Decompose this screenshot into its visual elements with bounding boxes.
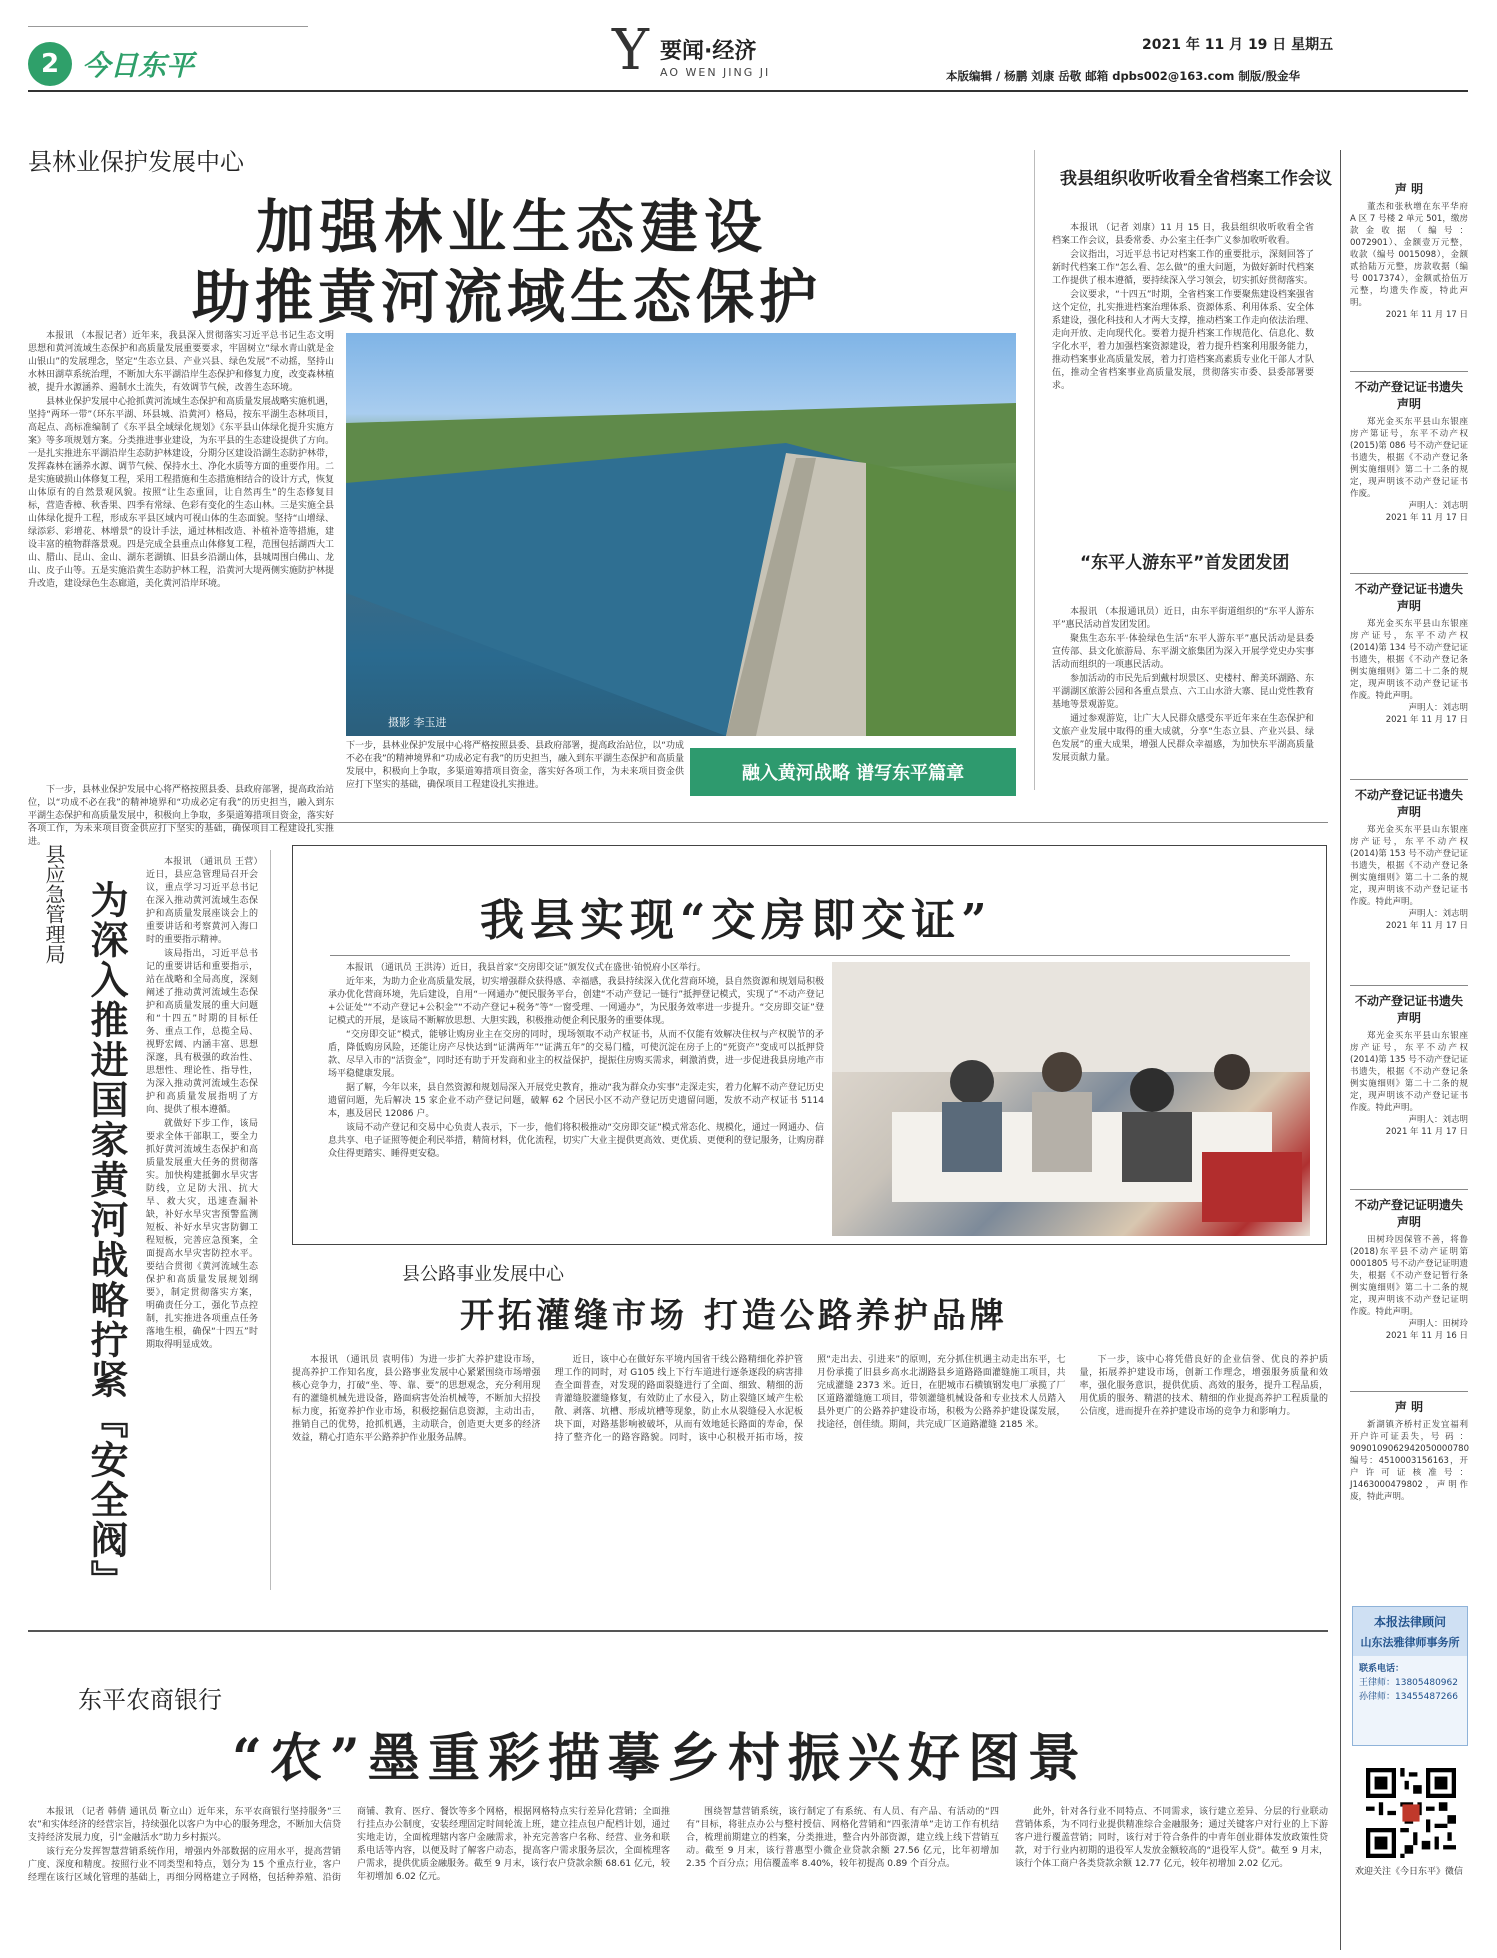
article2-body xyxy=(1052,222,1314,542)
article3-paragraph: 通过参观游览，让广大人民群众感受东平近年来在生态保护和文旅产业发展中取得的重大成就，分享“生态立县、产业兴县、绿色发展”的重大成果，增强人民群众幸福感，为加快东平湖高质量发展贡献力量。 xyxy=(1052,714,1314,763)
advisor-line2: 山东法雅律师事务所 xyxy=(1360,1636,1460,1649)
article5-paragraph: “交房即交证”模式，能够让购房业主在交房的同时，现场领取不动产权证书，从而不仅能有效解决住权与产权脱节的矛盾，降低购房风险，还能让房产尽快达到“证满两年”“证满五年”的交易门槛，可使沉淀在房子上的“死资产”变成可以抵押贷款、尽早入市的“活资金”，同时还有助于开发商和业主的权益保护，提振住房购买需求，刺激消费，进一步促进我县房地产市场平稳健康发展。 xyxy=(328,1030,824,1079)
notice-signature: 声明人：田树玲 2021 年 11 月 16 日 xyxy=(1385,1319,1468,1341)
article5-paragraph: 据了解，今年以来，县自然资源和规划局深入开展党史教育，推动“我为群众办实事”走深走实，着力化解不动产登记历史遗留问题，先后解决 15 家企业不动产登记问题，破解 62 个居民小区不动产登记历史遗留问题，发放不动产权证书 5114 本，惠及居民 12086 户。 xyxy=(328,1083,824,1119)
article2-paragraph: 本报讯 （记者 刘康）11 月 15 日，我县组织收听收看全省档案工作会议，县委常委、办公室主任李广义参加收听收看。 xyxy=(1052,223,1314,246)
article7-paragraph: 围绕智慧营销系统，该行制定了有系统、有人员、有产品、有活动的“四有”目标，将驻点办公与整村授信、网格化营销和“四张清单”走访工作有机结合，梳理前期建立的档案，分类推进，整合内外部资源，建立线上线下营销互动。截至 9 月末，该行普惠型小微企业贷款余额 27.56 亿元，比年初增加 2.35 个百分点；用信覆盖率 8.40%，较年初提高 0.89 个百分点。 xyxy=(686,1807,999,1869)
notice-body: 郑光金买东平县山东银座房产证号，东平不动产权(2014)第 134 号不动产登记证书遗失，根据《不动产登记条例实施细则》第二十二条的规定，现声明该不动产登记证书作废。特此声明。 xyxy=(1350,619,1468,701)
advisor-contact-label: 联系电话： xyxy=(1359,1664,1405,1674)
notice-title: 不动产登记证明遗失声明 xyxy=(1354,1198,1463,1229)
article5-body xyxy=(328,962,824,1242)
article4-kicker: 县应急管理局 xyxy=(42,844,66,964)
article2-paragraph: 会议要求，“十四五”时期，全省档案工作要聚焦建设档案强省这个定位，扎实推进档案治理体系、资源体系、利用体系、安全体系建设，强化科技和人才两大支撑，推动档案工作走向依法治理、走向开放、走向现代化。要着力提升档案工作规范化、信息化、数字化水平，着力加强档案资源建设，着力提升档案利用服务能力，推动档案事业高质量发展，着力打造档案高素质专业化干部人才队伍，推动全省档案事业高质量发展，贯彻落实市委、县委部署要求。 xyxy=(1052,290,1314,391)
notice-signature: 声明人：刘志明 2021 年 11 月 17 日 xyxy=(1385,703,1468,725)
article1-body xyxy=(28,330,334,800)
article6-kicker: 县公路事业发展中心 xyxy=(402,1264,564,1285)
article1-body-continued xyxy=(346,740,684,800)
article4-paragraph: 就做好下步工作，该局要求全体干部职工，要全力抓好黄河流域生态保护和高质量发展重大任务的贯彻落实。加快构建抵御水旱灾害防线，立足防大汛、抗大旱、救大灾，迅速查漏补缺，补好水旱灾害预警监测短板、补好水旱灾害防御工程短板，完善应急预案，全面提高水旱灾害防控水平。要结合贯彻《黄河流域生态保护和高质量发展规划纲要》，制定贯彻落实方案，明确责任分工，强化节点控制，扎实推进各项重点任务落地生根，确保“十四五”时期取得明显成效。 xyxy=(146,1119,258,1350)
article7-paragraph: 此外，针对各行业不同特点、不同需求，该行建立差异、分层的行业联动营销体系，为不同行业提供精准综合金融服务；通过关键客户对行业的上下游客户进行覆盖营销；同时，该行对于符合条件的中青年创业群体发放政策性贷款，对于行业内初期的退役军人发放金额较高的“退役军人贷”。截至 9 月末，该行个体工商户各类贷款余额 12.77 亿元，较年初增加 2.02 亿元。 xyxy=(1015,1807,1328,1869)
notice-body: 田树玲因保管不善，将鲁(2018)东平县不动产证明第 0001805 号不动产登记证明遗失，根据《不动产登记暂行条例实施细则》第二十二条的规定，现声明该不动产登记证明作废。特此声明。 xyxy=(1350,1235,1468,1317)
advisor-contact1: 王律师：13805480962 xyxy=(1359,1678,1458,1688)
newspaper-logo: 今日东平 xyxy=(82,49,195,82)
notice-signature: 2021 年 11 月 17 日 xyxy=(1385,310,1468,320)
yellow-river-banner xyxy=(690,748,1016,796)
article5-rule xyxy=(330,955,1290,956)
notice-signature: 声明人：刘志明 2021 年 11 月 17 日 xyxy=(1385,501,1468,523)
article6-paragraph: 近日，该中心在做好东平境内国省干线公路精细化养护管理工作的同时，对 G105 线上下行车道进行逐条逐段的病害排查全面普查，对发现的路面裂缝进行了全面、细致、精细的沥青灌缝胶灌缝修复，有效防止了水侵入，防止裂缝区域产生松散、剥落、坑槽、形成坑槽等现象，防止水从裂缝侵入水泥板块下面，对路基影响被破坏，从而有效地延长路面的寿命，保持了整齐化一的路容路貌。同时，该中心积极开拓市场，按照“走出去、引进来”的原则，充分抓住机遇主动走出东平，七月份承揽了旧县乡高水北湖路县乡道路路面灌缝施工项目，共完成灌缝 2373 米。近日，在肥城市石横镇钢发电厂承揽了厂区道路灌缝施工项目，带领灌缝机械设备和专业技术人员踏入县外更广的公路养护建设市场，积极为公路养护建设谋发展，找途径，创佳绩。期间，共完成厂区道路灌缝 2185 米。 xyxy=(554,1355,1066,1443)
section-letter: Y xyxy=(612,18,649,83)
notice-item xyxy=(1350,786,1468,986)
article1-kicker: 县林业保护发展中心 xyxy=(28,148,244,176)
notice-item xyxy=(1350,1196,1468,1392)
notice-title: 不动产登记证书遗失声明 xyxy=(1354,788,1463,819)
article1-paragraph: 下一步，县林业保护发展中心将严格按照县委、县政府部署，提高政治站位，以“功成不必在我”的精神境界和“功成必定有我”的历史担当，融入到东平湖生态保护和高质量发展中，积极向上争取，多渠道筹措项目资金，落实好各项工作，为未来项目资金供应打下坚实的基础，确保项目工程建设扎实推进。 xyxy=(28,785,335,847)
header-rule xyxy=(28,90,1468,92)
notice-body: 郑光金买东平县山东银座房产第证号，东平不动产权(2015)第 086 号不动产登记证书遗失，根据《不动产登记条例实施细则》第二十二条的规定，现声明该不动产登记证书作废。 xyxy=(1350,417,1468,499)
notice-signature: 声明人：刘志明 2021 年 11 月 17 日 xyxy=(1385,1115,1468,1137)
advisor-contact2: 孙律师：13455487266 xyxy=(1359,1692,1458,1702)
notice-signature: 声明人：刘志明 2021 年 11 月 17 日 xyxy=(1385,909,1468,931)
section-rule xyxy=(28,822,1328,823)
article4-divider xyxy=(270,850,271,1590)
notice-title: 声 明 xyxy=(1394,1400,1424,1414)
article6-body xyxy=(292,1354,1328,1604)
article7-kicker: 东平农商银行 xyxy=(78,1686,222,1714)
article3-body xyxy=(1052,606,1314,802)
article1-headline-line1: 加强林业生态建设 xyxy=(256,193,769,261)
section-title: 要闻·经济 xyxy=(660,39,757,64)
notice-item xyxy=(1350,1398,1468,1588)
article7-headline: “农”墨重彩描摹乡村振兴好图景 xyxy=(232,1728,1088,1789)
article4-headline: 为深入推进国家黄河战略拧紧『安全阀』 xyxy=(84,880,129,1600)
notices-column xyxy=(1350,174,1468,1574)
article7-paragraph: 本报讯 （记者 韩倩 通讯员 靳立山）近年来，东平农商银行坚持服务“三农”和实体经济的经营宗旨，持续强化以客户为中心的服务理念，不断加大信贷支持经济发展力度，引“金融活水”助力乡村振兴。 xyxy=(28,1807,341,1843)
photo-credit: 摄影 李玉进 xyxy=(388,716,447,729)
banner-text: 融入黄河战略 谱写东平篇章 xyxy=(741,763,965,784)
advisor-header xyxy=(1353,1607,1467,1656)
notice-body: 新湖镇齐桥村正发宜福利开户许可证丢失，号 码 ：9090109062942050000780 编号：4510003156163，开户许可证核准号：J1463000479802，声明作废，特此声明。 xyxy=(1350,1420,1469,1502)
notice-body: 董杰和张秋增在东平华府 A 区 7 号楼 2 单元 501，缴房款金收据（编号：0072901）、金额壹万元整，收款（编号 0015098），金额贰拾陆万元整，房款收据（编号 0017374），金额贰拾伍万元整，均遗失作废，特此声明。 xyxy=(1350,202,1468,308)
article7-body xyxy=(28,1806,1328,1952)
article5-paragraph: 近年来，为助力企业高质量发展，切实增强群众获得感、幸福感，我县持续深入优化营商环境，县自然资源和规划局积极承办优化营商环境，先后建设，自用“一网通办”便民服务平台，创建“不动产登记一链行”抵押登记模式，实现了“不动产登记+公证处”“不动产登记+公积金”“不动产登记+税务”等“一窗受理、一网通办”，为民服务效率进一步提升。“交房即交证”登记模式的开展，是该局不断解放思想、大胆实践，积极推动便企利民服务的重要体现。 xyxy=(328,977,824,1026)
issue-date: 2021 年 11 月 19 日 星期五 xyxy=(1142,37,1334,53)
article7-paragraph: 该行充分发挥智慧营销系统作用，增强内外部数据的应用水平，提高营销广度、深度和精度。按照行业不同类型和特点，划分为 15 个重点行业，客户经理在该行区域化管理的基础上，再细分网格建立子网格，包括种养殖、沿街商铺、教育、医疗、餐饮等多个网格，根据网格特点实行差异化营销；全面推行挂点办公制度，安装经理固定时间轮流上班，建立挂点包户配档计划，通过实地走访，全面梳理辖内客户金融需求，补充完善客户名称、经营、业务和联系电话等内容，以便及时了解客户动态，提高客户需求服务层次，全面梳理客户需求，提供优质金融服务。截至 9 月末，该行农户贷款余额 68.61 亿元，较年初增加 6.02 亿元。 xyxy=(28,1807,670,1883)
notice-body: 郑光金买东平县山东银座房产证号，东平不动产权(2014)第 135 号不动产登记证书遗失，根据《不动产登记条例实施细则》第二十二条的规定，现声明该不动产登记证书作废。特此声明。 xyxy=(1350,1031,1468,1113)
qr-caption: 欢迎关注《今日东平》微信 xyxy=(1354,1867,1463,1877)
page-number: 2 xyxy=(28,42,72,86)
section-pinyin: AO WEN JING JI xyxy=(660,66,771,79)
column-divider xyxy=(1034,150,1035,790)
notice-title: 不动产登记证书遗失声明 xyxy=(1354,994,1463,1025)
article6-paragraph: 本报讯 （通讯员 袁明伟）为进一步扩大养护建设市场，提高养护工作知名度，县公路事业发展中心紧紧围绕市场增强核心竞争力，打破“坐、等、靠、要”的思想观念，充分利用现有的灌缝机械先进设备，路面病害处治机械等，不断加大招投标力度，拓宽养护作业市场，积极挖掘信息资源，主动出击，推销自己的优势，抢抓机遇，主动联合，创造更大更多的经济效益，精心打造东平公路养护作业服务品牌。 xyxy=(292,1355,541,1443)
article1-headline-line2: 助推黄河流域生态保护 xyxy=(192,263,823,331)
article3-paragraph: 参加活动的市民先后到戴村坝景区、史楼村、醉美环湖路、东平湖湖区旅游公园和各重点景点、六工山水浒大寨、昆山党性教育基地等景观游览。 xyxy=(1052,674,1314,710)
article1-paragraph: 县林业保护发展中心抢抓黄河流域生态保护和高质量发展战略实施机遇，坚持“两环一带”（环东平湖、环县城、沿黄河）格局，按东平湖生态林项目，高起点、高标准编制了《东平县全域绿化规划》《东平县山体绿化提升实施方案》等多项规划方案。分类推进事业建设，为东平县的生态建设提供了方向。一是扎实推进东平湖沿岸生态防护林建设，分期分区建设沿湖生态防护林带，发挥森林在涵养水源、调节气候、保持水土、净化水质等方面的重要作用。二是实施破损山体修复工程，采用工程措施和生态措施相结合的设计方式，恢复山体原有的自然景观风貌。按照“让生态重回，让自然再生”的生态修复目标，营造香樟、秋香果、四季有常绿、色彩有变化的生态山林。三是实施全县山体绿化提升工程，形成东平县区域内可视山体的生态面貌。坚持“山增绿、绿添彩、彩增花、林增景”的设计手法，通过林相改造、补植补造等措施，建设丰富的植物群落景观。四是完成全县重点山体修复工程，范围包括湖西大工山、腊山、昆山、金山、湖东老湖镇、旧县乡沿湖山体，县城周围白佛山、龙山、皮子山等。五是实施沿黄生态防护林工程，沿黄河大堤两侧实施防护林提升改造，建设绿色生态廊道，美化黄河沿岸环境。 xyxy=(28,397,335,589)
wechat-qr-code[interactable] xyxy=(1366,1768,1456,1858)
advisor-line1: 本报法律顾问 xyxy=(1373,1615,1446,1629)
ceremony-photo-illustration xyxy=(832,962,1310,1236)
section-rule-2 xyxy=(28,1630,1328,1632)
article4-paragraph: 本报讯 （通讯员 王营）近日，县应急管理局召开会议，重点学习习近平总书记在深入推动黄河流域生态保护和高质量发展座谈会上的重要讲话和考察黄河入海口时的重要指示精神。 xyxy=(146,857,258,945)
article3-headline: “东平人游东平”首发团发团 xyxy=(1080,553,1290,573)
legal-advisor-box xyxy=(1352,1606,1468,1746)
editor-credits: 本版编辑 / 杨鹏 刘康 岳敬 邮箱 dpbs002@163.com 制版/殷金华 xyxy=(946,69,1301,83)
article2-headline: 我县组织收听收看全省档案工作会议 xyxy=(1060,169,1332,189)
qr-code-icon xyxy=(1366,1768,1456,1858)
notice-title: 不动产登记证书遗失声明 xyxy=(1354,582,1463,613)
article4-body xyxy=(146,856,258,1594)
article5-headline: 我县实现“交房即交证” xyxy=(480,895,993,946)
notice-body: 郑光金买东平县山东银座房产证号，东平不动产权(2014)第 153 号不动产登记证书遗失，根据《不动产登记条例实施细则》第二十二条的规定，现声明该不动产登记证书作废。特此声明。 xyxy=(1350,825,1468,907)
article5-paragraph: 本报讯 （通讯员 王洪涛）近日，我县首家“交房即交证”颁发仪式在盛世·铂悦府小区举行。 xyxy=(346,963,706,973)
notice-title: 不动产登记证书遗失声明 xyxy=(1354,380,1463,411)
housing-ceremony-photo xyxy=(832,962,1310,1236)
article2-paragraph: 会议指出，习近平总书记对档案工作的重要批示，深刻回答了新时代档案工作“怎么看、怎么做”的重大问题，为做好新时代档案工作提供了根本遵循，要持续深入学习领会，切实抓好贯彻落实。 xyxy=(1052,250,1314,286)
article1-paragraph: 本报讯 （本报记者）近年来，我县深入贯彻落实习近平总书记生态文明思想和黄河流域生态保护和高质量发展重要要求，牢固树立“绿水青山就是金山银山”的发展理念，坚定“生态立县、产业兴县、绿色发展”不动摇，坚持山水林田湖草系统治理，不断加大东平湖沿岸生态保护和修复力度，改变森林植被，提升水源涵养、遏制水土流失，有效调节气候，改善生态环境。 xyxy=(28,331,335,393)
notice-item xyxy=(1350,992,1468,1190)
masthead xyxy=(0,0,1497,92)
lake-photo-illustration xyxy=(346,333,1016,736)
sidebar-divider xyxy=(1340,150,1341,1950)
article1-paragraph: 下一步，县林业保护发展中心将严格按照县委、县政府部署，提高政治站位，以“功成不必在我”的精神境界和“功成必定有我”的历史担当，融入到东平湖生态保护和高质量发展中，积极向上争取，多渠道筹措项目资金，落实好各项工作，为未来项目资金供应打下坚实的基础，确保项目工程建设扎实推进。 xyxy=(346,741,684,790)
article3-paragraph: 聚焦生态东平·体验绿色生活“东平人游东平”惠民活动是县委宣传部、县文化旅游局、东平湖文旅集团为深入开展学党史办实事活动而组织的一项惠民活动。 xyxy=(1052,634,1314,670)
lake-photo xyxy=(346,333,1016,736)
article4-paragraph: 该局指出，习近平总书记的重要讲话和重要指示，站在战略和全局高度，深刻阐述了推动黄河流域生态保护和高质量发展的重大问题和“十四五”时期的目标任务、重点工作，总揽全局、视野宏阔、内涵丰富、思想深邃，具有极强的政治性、思想性、理论性、指导性，为深入推动黄河流域生态保护和高质量发展指明了方向、提供了根本遵循。 xyxy=(146,949,258,1115)
notice-title: 声 明 xyxy=(1394,182,1424,196)
notice-item xyxy=(1350,378,1468,574)
notice-item xyxy=(1350,180,1468,372)
header-rule-left xyxy=(28,26,308,27)
article5-paragraph: 该局不动产登记和交易中心负责人表示，下一步，他们将积极推动“交房即交证”模式常态化、规模化，通过一网通办、信息共享、电子证照等便企利民举措，精简材料，优化流程，切实广大业主提供更高效、更优质、更便利的登记服务，让购房群众住得更踏实、睡得更安稳。 xyxy=(328,1123,824,1159)
article1-body-tail xyxy=(28,784,335,847)
article3-paragraph: 本报讯 （本报通讯员）近日，由东平街道组织的“东平人游东平”惠民活动首发团发团。 xyxy=(1052,607,1314,630)
article6-paragraph: 下一步，该中心将凭借良好的企业信誉、优良的养护质量，拓展养护建设市场，创新工作理念，增强服务质量和效率，强化服务意识，提供优质、高效的服务，提升工程品质，用优质的服务、精湛的技术、精细的作业提高养护工程质量的公信度，进而提升在养护建设市场的竞争力和影响力。 xyxy=(1079,1355,1328,1417)
article6-headline: 开拓灌缝市场 打造公路养护品牌 xyxy=(460,1296,1008,1336)
notice-item xyxy=(1350,580,1468,780)
